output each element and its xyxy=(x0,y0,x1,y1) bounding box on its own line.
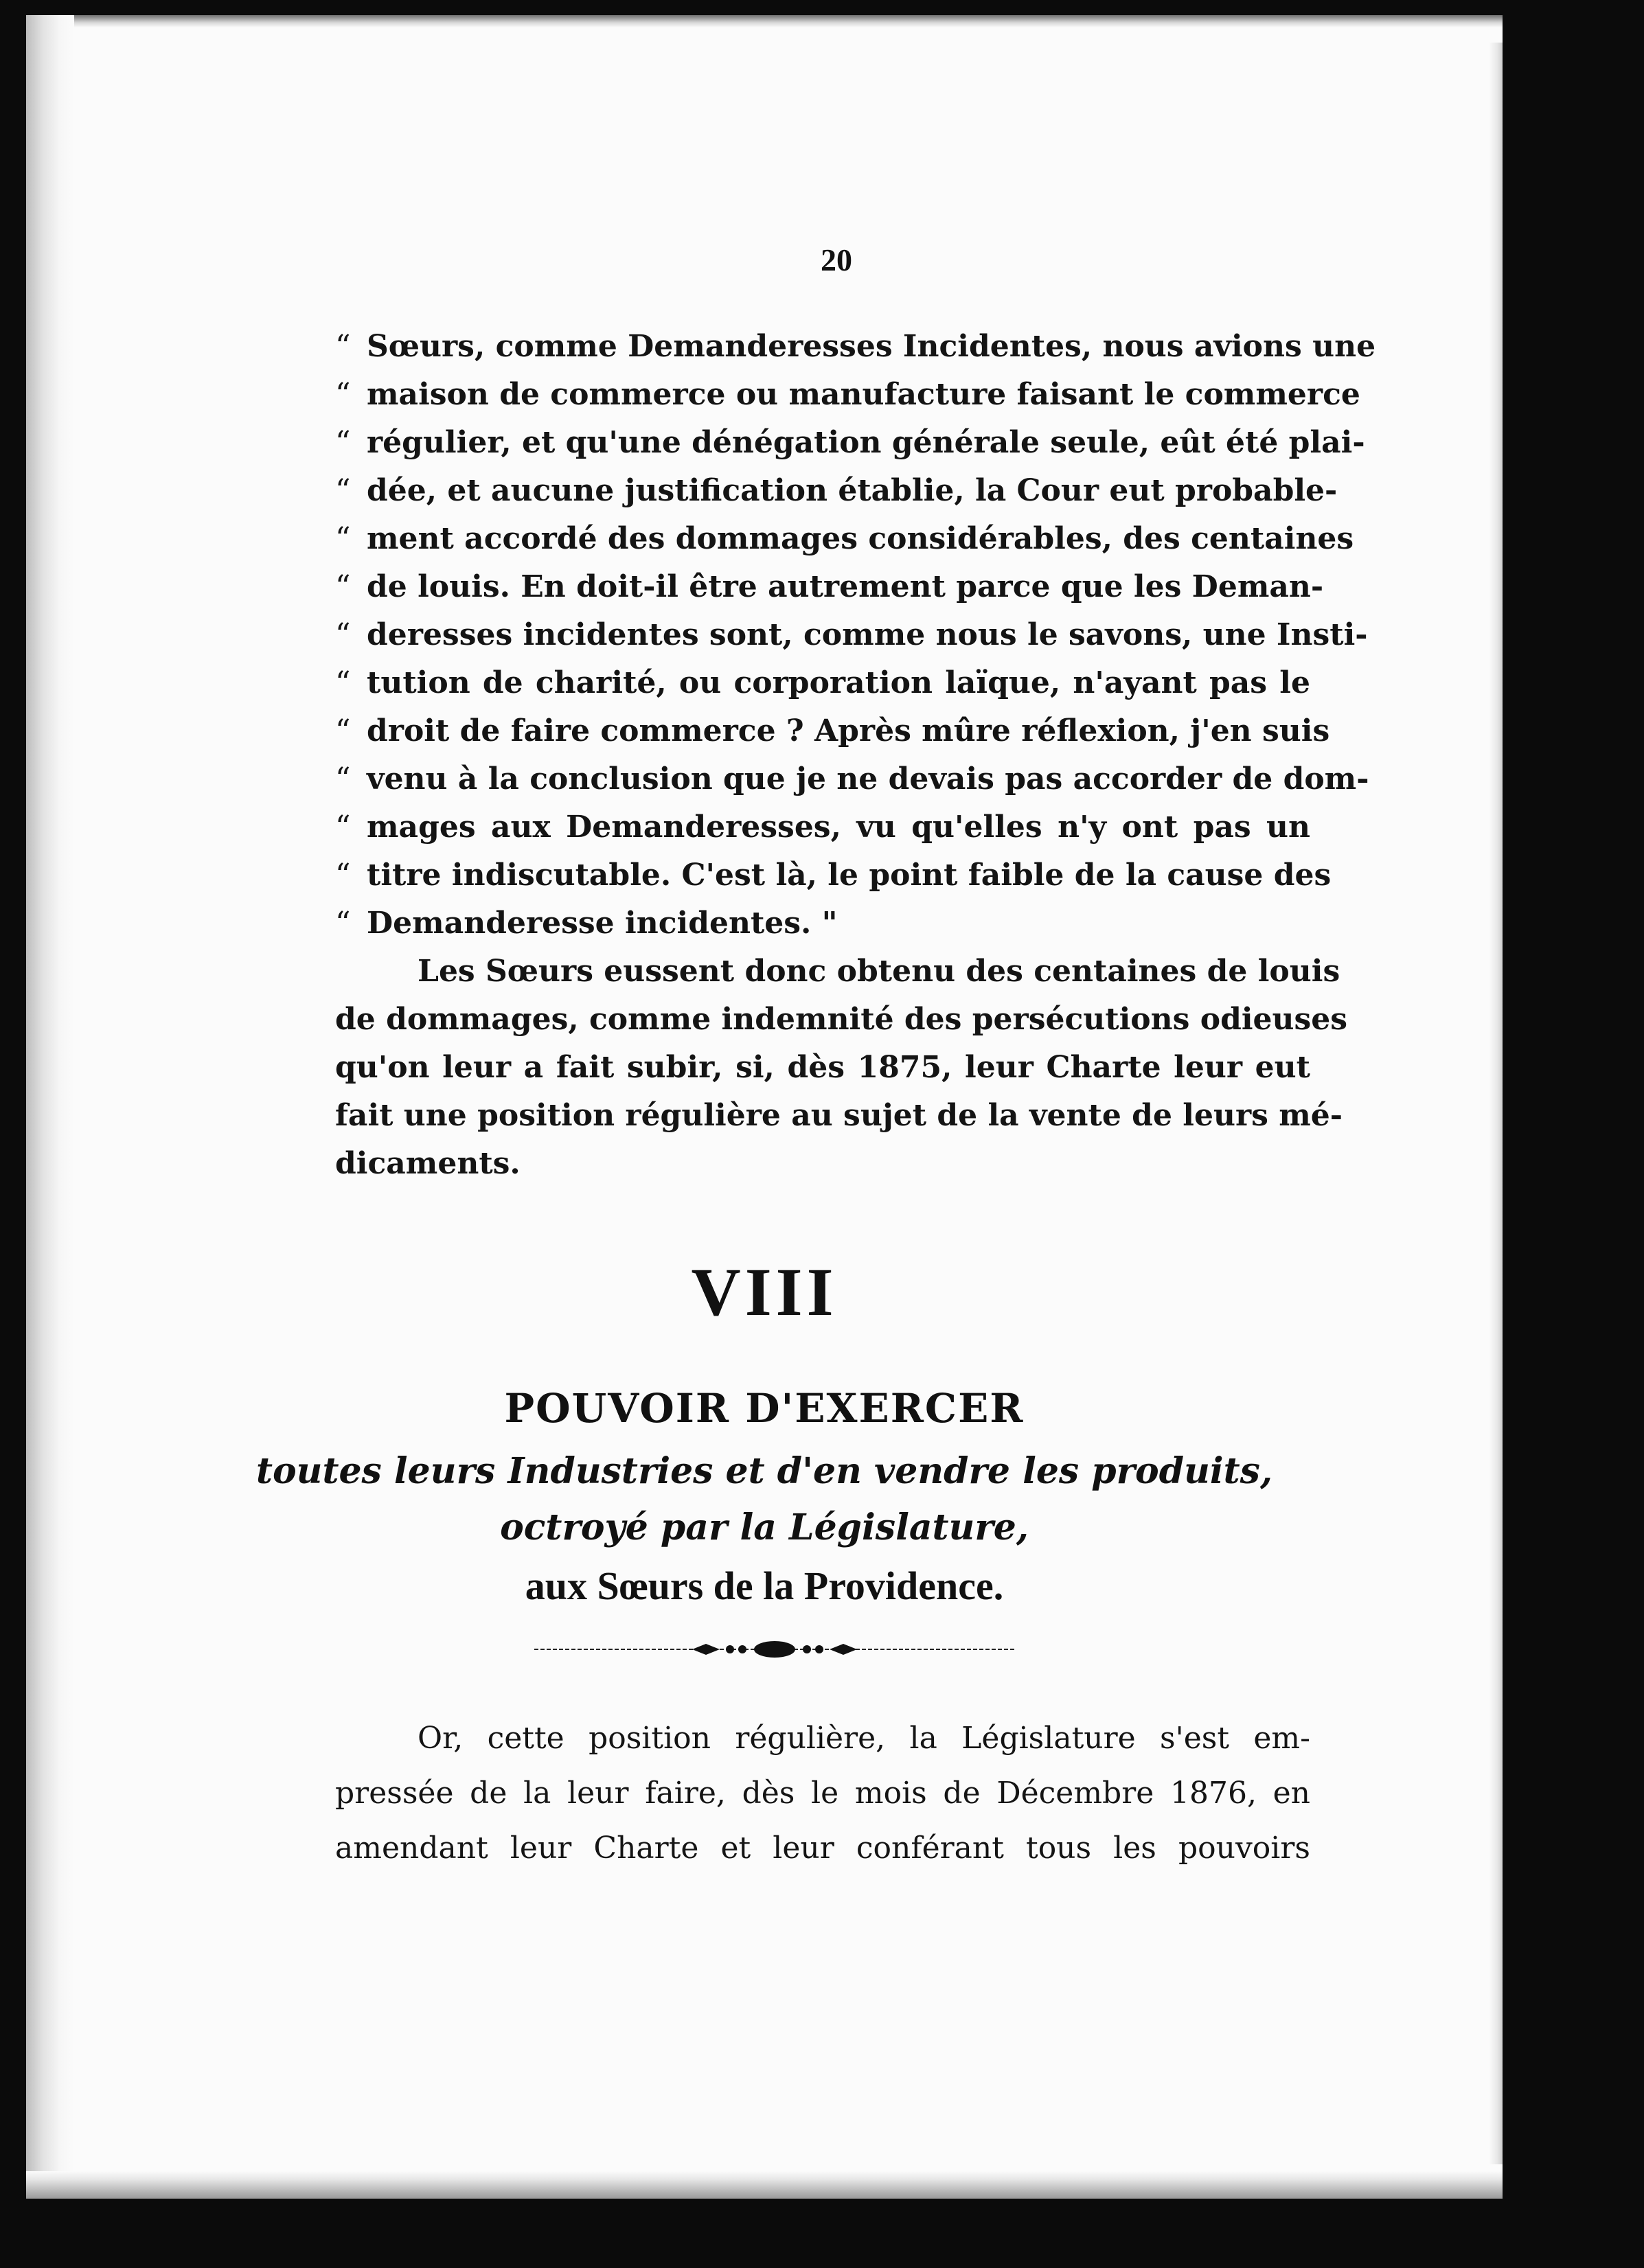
page-bottom-shadow xyxy=(26,2171,1503,2199)
quote-line: “ tution de charité, ou corporation laïque, n'ayant pas le xyxy=(335,659,1310,707)
section-number: VIII xyxy=(691,1254,838,1330)
quote-line: “ titre indiscutable. C'est là, le point faible de la cause des xyxy=(335,851,1310,900)
paragraph-line: Or, cette position régulière, la Législature s'est em- xyxy=(418,1721,1310,1756)
quoted-passage xyxy=(335,323,1376,1188)
section-subtitle: aux Sœurs de la Providence. xyxy=(525,1563,1004,1608)
page-top-shadow xyxy=(26,15,1503,27)
quote-mark: “ xyxy=(335,761,351,797)
paragraph-line: Les Sœurs eussent donc obtenu des centaines de louis xyxy=(418,954,1340,989)
binding-marks xyxy=(1489,152,1503,1732)
quote-mark: “ xyxy=(335,617,351,652)
quote-mark: “ xyxy=(335,473,351,508)
quote-mark: “ xyxy=(335,377,351,412)
quote-line: “ régulier, et qu'une dénégation générale seule, eût été plai- xyxy=(335,419,1310,467)
paragraph-line: qu'on leur a fait subir, si, dès 1875, leur Charte leur eut xyxy=(335,1050,1310,1085)
quote-line: “ Demanderesse incidentes. " xyxy=(335,900,1310,948)
book-spine xyxy=(26,15,74,2199)
scanned-page xyxy=(26,15,1503,2199)
quote-line: “ mages aux Demanderesses, vu qu'elles n'y ont pas un xyxy=(335,803,1310,851)
quote-line: “ deresses incidentes sont, comme nous le savons, une Insti- xyxy=(335,611,1310,659)
section-subtitle: toutes leurs Industries et d'en vendre les produits, xyxy=(255,1450,1273,1492)
quote-mark: “ xyxy=(335,810,351,845)
paragraph-line: de dommages, comme indemnité des persécutions odieuses xyxy=(335,1002,1348,1037)
quote-mark: “ xyxy=(335,665,351,700)
paragraph-line: fait une position régulière au sujet de la vente de leurs mé- xyxy=(335,1098,1343,1133)
quote-mark: “ xyxy=(335,858,351,893)
ornament-divider xyxy=(534,1636,1015,1663)
paragraph-line: pressée de la leur faire, dès le mois de Décembre 1876, en xyxy=(335,1776,1310,1811)
section-title: POUVOIR D'EXERCER xyxy=(504,1385,1025,1432)
closing-paragraph xyxy=(335,1711,1310,1876)
quote-mark: “ xyxy=(335,521,351,556)
page-number: 20 xyxy=(821,242,852,277)
quote-mark: “ xyxy=(335,713,351,748)
quote-line: “ Sœurs, comme Demanderesses Incidentes, nous avions une xyxy=(335,323,1310,371)
paragraph-line: dicaments. xyxy=(335,1146,521,1181)
quote-mark: “ xyxy=(335,425,351,460)
quote-line: “ droit de faire commerce ? Après mûre réflexion, j'en suis xyxy=(335,707,1310,755)
paragraph-line: amendant leur Charte et leur conférant tous les pouvoirs xyxy=(335,1831,1310,1866)
quote-mark: “ xyxy=(335,569,351,604)
quote-mark: “ xyxy=(335,906,351,941)
quote-line: “ ment accordé des dommages considérables, des centaines xyxy=(335,515,1310,563)
quote-line: “ venu à la conclusion que je ne devais pas accorder de dom- xyxy=(335,755,1310,803)
quote-line: “ maison de commerce ou manufacture faisant le commerce xyxy=(335,371,1310,419)
quote-line: “ de louis. En doit-il être autrement parce que les Deman- xyxy=(335,563,1310,611)
section-subtitle: octroyé par la Législature, xyxy=(500,1507,1029,1548)
quote-line: “ dée, et aucune justification établie, la Cour eut probable- xyxy=(335,467,1310,515)
quote-mark: “ xyxy=(335,329,351,364)
